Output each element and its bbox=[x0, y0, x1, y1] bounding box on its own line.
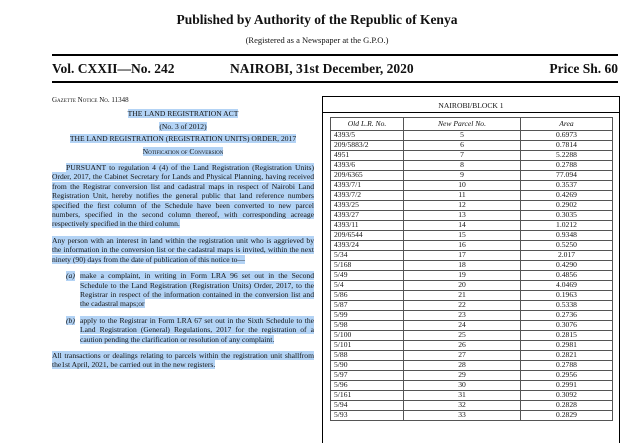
notice-paragraph-aggrieved[interactable]: Any person with an interest in land within the registration unit who is aggrieved by the information in the conversion list or the cadastral maps is invited, within the next ninety (90) days from the date of publication of this notice to— bbox=[52, 235, 314, 264]
table-row bbox=[331, 311, 613, 321]
schedule-title: NAIROBI/BLOCK 1 bbox=[438, 101, 504, 110]
notice-paragraph-pursuant[interactable]: PURSUANT to regulation 4 (4) of the Land Registration (Registration Units) Order, 2017, the Cabinet Secretary for Lands and Physical Planning, having received from the Registrar conversion list and cadastral maps in respect of Nairobi Land Registration Unit, hereby notifies the general public that land reference numbers specified the first column of the Schedule have been converted to new parcel numbers, specified in the second column thereof, with corresponding acreage respectively specified in the third column. bbox=[52, 163, 314, 229]
cell-area: 2.017 bbox=[521, 251, 613, 261]
table-row bbox=[331, 151, 613, 161]
cell-old-lr-number: 5/98 bbox=[331, 321, 404, 331]
schedule-table bbox=[330, 117, 613, 421]
table-row bbox=[331, 211, 613, 221]
cell-new-parcel-number: 6 bbox=[404, 141, 521, 151]
schedule-header-row bbox=[331, 118, 613, 131]
cell-area: 0.2981 bbox=[521, 341, 613, 351]
price: Price Sh. 60 bbox=[549, 61, 618, 76]
cell-area: 1.0212 bbox=[521, 221, 613, 231]
cell-old-lr-number: 5/101 bbox=[331, 341, 404, 351]
cell-area: 0.2991 bbox=[521, 381, 613, 391]
table-row bbox=[331, 331, 613, 341]
cell-area: 5.2288 bbox=[521, 151, 613, 161]
cell-new-parcel-number: 22 bbox=[404, 301, 521, 311]
gazette-notice-number: Gazette Notice No. 11348 bbox=[52, 96, 129, 104]
cell-new-parcel-number: 21 bbox=[404, 291, 521, 301]
cell-old-lr-number: 5/4 bbox=[331, 281, 404, 291]
cell-old-lr-number: 5/94 bbox=[331, 401, 404, 411]
table-row bbox=[331, 401, 613, 411]
table-row bbox=[331, 181, 613, 191]
cell-old-lr-number: 4393/6 bbox=[331, 161, 404, 171]
published-by-line: Published by Authority of the Republic of Kenya bbox=[176, 12, 458, 27]
column-header-new-parcel: New Parcel No. bbox=[404, 118, 521, 131]
gazette-masthead bbox=[0, 0, 634, 84]
cell-area: 0.6973 bbox=[521, 131, 613, 141]
cell-old-lr-number: 5/90 bbox=[331, 361, 404, 371]
table-row bbox=[331, 201, 613, 211]
cell-area: 0.2902 bbox=[521, 201, 613, 211]
table-row bbox=[331, 221, 613, 231]
registered-line: (Registered as a Newspaper at the G.P.O.) bbox=[245, 35, 389, 45]
table-row bbox=[331, 321, 613, 331]
cell-old-lr-number: 5/88 bbox=[331, 351, 404, 361]
cell-new-parcel-number: 27 bbox=[404, 351, 521, 361]
volume-number: Vol. CXXII—No. 242 bbox=[52, 61, 175, 76]
table-row bbox=[331, 391, 613, 401]
cell-area: 0.3537 bbox=[521, 181, 613, 191]
cell-old-lr-number: 209/6365 bbox=[331, 171, 404, 181]
cell-old-lr-number: 4393/11 bbox=[331, 221, 404, 231]
table-row bbox=[331, 301, 613, 311]
cell-old-lr-number: 5/97 bbox=[331, 371, 404, 381]
cell-area: 0.2828 bbox=[521, 401, 613, 411]
act-number[interactable]: (No. 3 of 2012) bbox=[159, 121, 207, 131]
cell-new-parcel-number: 20 bbox=[404, 281, 521, 291]
table-row bbox=[331, 371, 613, 381]
cell-new-parcel-number: 10 bbox=[404, 181, 521, 191]
cell-new-parcel-number: 5 bbox=[404, 131, 521, 141]
cell-area: 0.1963 bbox=[521, 291, 613, 301]
cell-old-lr-number: 209/6544 bbox=[331, 231, 404, 241]
cell-new-parcel-number: 11 bbox=[404, 191, 521, 201]
cell-area: 0.2788 bbox=[521, 361, 613, 371]
act-title[interactable]: THE LAND REGISTRATION ACT bbox=[127, 109, 239, 119]
cell-old-lr-number: 5/34 bbox=[331, 251, 404, 261]
cell-area: 0.2736 bbox=[521, 311, 613, 321]
table-row bbox=[331, 131, 613, 141]
column-header-area: Area bbox=[521, 118, 613, 131]
list-item-caution bbox=[52, 316, 314, 344]
cell-area: 4.0469 bbox=[521, 281, 613, 291]
table-row bbox=[331, 231, 613, 241]
cell-old-lr-number: 4393/5 bbox=[331, 131, 404, 141]
cell-area: 0.3076 bbox=[521, 321, 613, 331]
cell-new-parcel-number: 13 bbox=[404, 211, 521, 221]
cell-area: 0.2829 bbox=[521, 411, 613, 421]
masthead-rule-bottom bbox=[52, 81, 618, 83]
cell-new-parcel-number: 7 bbox=[404, 151, 521, 161]
table-row bbox=[331, 171, 613, 181]
cell-new-parcel-number: 30 bbox=[404, 381, 521, 391]
cell-new-parcel-number: 28 bbox=[404, 361, 521, 371]
table-row bbox=[331, 351, 613, 361]
item-a-text[interactable]: make a complaint, in writing in Form LRA 96 set out in the Second Schedule to the Land Registration (Registration Units) Order, 2017, to the Registrar in respect of the information contained in the conversion list and the cadastral maps;or bbox=[80, 271, 314, 309]
cell-old-lr-number: 5/86 bbox=[331, 291, 404, 301]
cell-old-lr-number: 4393/24 bbox=[331, 241, 404, 251]
cell-area: 0.2821 bbox=[521, 351, 613, 361]
cell-new-parcel-number: 31 bbox=[404, 391, 521, 401]
cell-area: 0.2815 bbox=[521, 331, 613, 341]
cell-old-lr-number: 4393/7/2 bbox=[331, 191, 404, 201]
cell-new-parcel-number: 14 bbox=[404, 221, 521, 231]
cell-old-lr-number: 5/96 bbox=[331, 381, 404, 391]
cell-new-parcel-number: 23 bbox=[404, 311, 521, 321]
cell-old-lr-number: 5/161 bbox=[331, 391, 404, 401]
cell-new-parcel-number: 16 bbox=[404, 241, 521, 251]
cell-area: 0.9348 bbox=[521, 231, 613, 241]
order-title[interactable]: THE LAND REGISTRATION (REGISTRATION UNITS) ORDER, 2017 bbox=[69, 134, 297, 144]
cell-old-lr-number: 4393/27 bbox=[331, 211, 404, 221]
table-row bbox=[331, 271, 613, 281]
cell-new-parcel-number: 19 bbox=[404, 271, 521, 281]
cell-new-parcel-number: 25 bbox=[404, 331, 521, 341]
table-row bbox=[331, 341, 613, 351]
cell-new-parcel-number: 12 bbox=[404, 201, 521, 211]
volume-row bbox=[52, 61, 618, 77]
cell-new-parcel-number: 18 bbox=[404, 261, 521, 271]
cell-old-lr-number: 5/100 bbox=[331, 331, 404, 341]
cell-area: 0.5338 bbox=[521, 301, 613, 311]
table-row bbox=[331, 241, 613, 251]
cell-old-lr-number: 209/5883/2 bbox=[331, 141, 404, 151]
cell-area: 0.2956 bbox=[521, 371, 613, 381]
cell-old-lr-number: 4393/7/1 bbox=[331, 181, 404, 191]
item-b-text[interactable]: apply to the Registrar in Form LRA 67 set out in the Sixth Schedule to the Land Registration (General) Regulations, 2017 for the registration of a caution pending the clarification or resolution of any complaint. bbox=[80, 315, 314, 344]
table-row bbox=[331, 281, 613, 291]
cell-new-parcel-number: 32 bbox=[404, 401, 521, 411]
cell-new-parcel-number: 24 bbox=[404, 321, 521, 331]
cell-area: 0.5250 bbox=[521, 241, 613, 251]
cell-area: 0.2788 bbox=[521, 161, 613, 171]
cell-new-parcel-number: 29 bbox=[404, 371, 521, 381]
cell-area: 0.4856 bbox=[521, 271, 613, 281]
masthead-rule-top bbox=[52, 54, 618, 56]
schedule-panel bbox=[322, 96, 620, 443]
table-row bbox=[331, 381, 613, 391]
cell-area: 0.4269 bbox=[521, 191, 613, 201]
cell-new-parcel-number: 8 bbox=[404, 161, 521, 171]
schedule-title-rule bbox=[323, 112, 619, 113]
cell-old-lr-number: 5/99 bbox=[331, 311, 404, 321]
table-row bbox=[331, 361, 613, 371]
cell-new-parcel-number: 9 bbox=[404, 171, 521, 181]
cell-area: 0.7814 bbox=[521, 141, 613, 151]
cell-area: 0.3035 bbox=[521, 211, 613, 221]
cell-old-lr-number: 5/87 bbox=[331, 301, 404, 311]
notice-paragraph-transactions[interactable]: All transactions or dealings relating to parcels within the registration unit shallfrom the1st April, 2021, be carried out in the new registers. bbox=[52, 350, 314, 370]
table-row bbox=[331, 161, 613, 171]
item-a-marker[interactable]: (a) bbox=[66, 271, 75, 281]
cell-old-lr-number: 4393/25 bbox=[331, 201, 404, 211]
table-row bbox=[331, 191, 613, 201]
cell-new-parcel-number: 17 bbox=[404, 251, 521, 261]
cell-area: 77.094 bbox=[521, 171, 613, 181]
cell-old-lr-number: 5/93 bbox=[331, 411, 404, 421]
column-header-old-lr: Old L.R. No. bbox=[331, 118, 404, 131]
table-row bbox=[331, 261, 613, 271]
notice-column bbox=[52, 96, 314, 373]
cell-old-lr-number: 5/168 bbox=[331, 261, 404, 271]
notice-heading[interactable]: Notification of Conversion bbox=[142, 146, 224, 156]
cell-new-parcel-number: 26 bbox=[404, 341, 521, 351]
cell-old-lr-number: 5/49 bbox=[331, 271, 404, 281]
table-row bbox=[331, 291, 613, 301]
table-row bbox=[331, 411, 613, 421]
cell-new-parcel-number: 33 bbox=[404, 411, 521, 421]
table-row bbox=[331, 251, 613, 261]
cell-area: 0.3092 bbox=[521, 391, 613, 401]
cell-old-lr-number: 4951 bbox=[331, 151, 404, 161]
item-b-marker[interactable]: (b) bbox=[66, 315, 75, 325]
schedule-rows bbox=[331, 131, 613, 421]
cell-area: 0.4290 bbox=[521, 261, 613, 271]
cell-new-parcel-number: 15 bbox=[404, 231, 521, 241]
list-item-complaint bbox=[52, 271, 314, 309]
table-row bbox=[331, 141, 613, 151]
place-date: NAIROBI, 31st December, 2020 bbox=[230, 61, 414, 76]
